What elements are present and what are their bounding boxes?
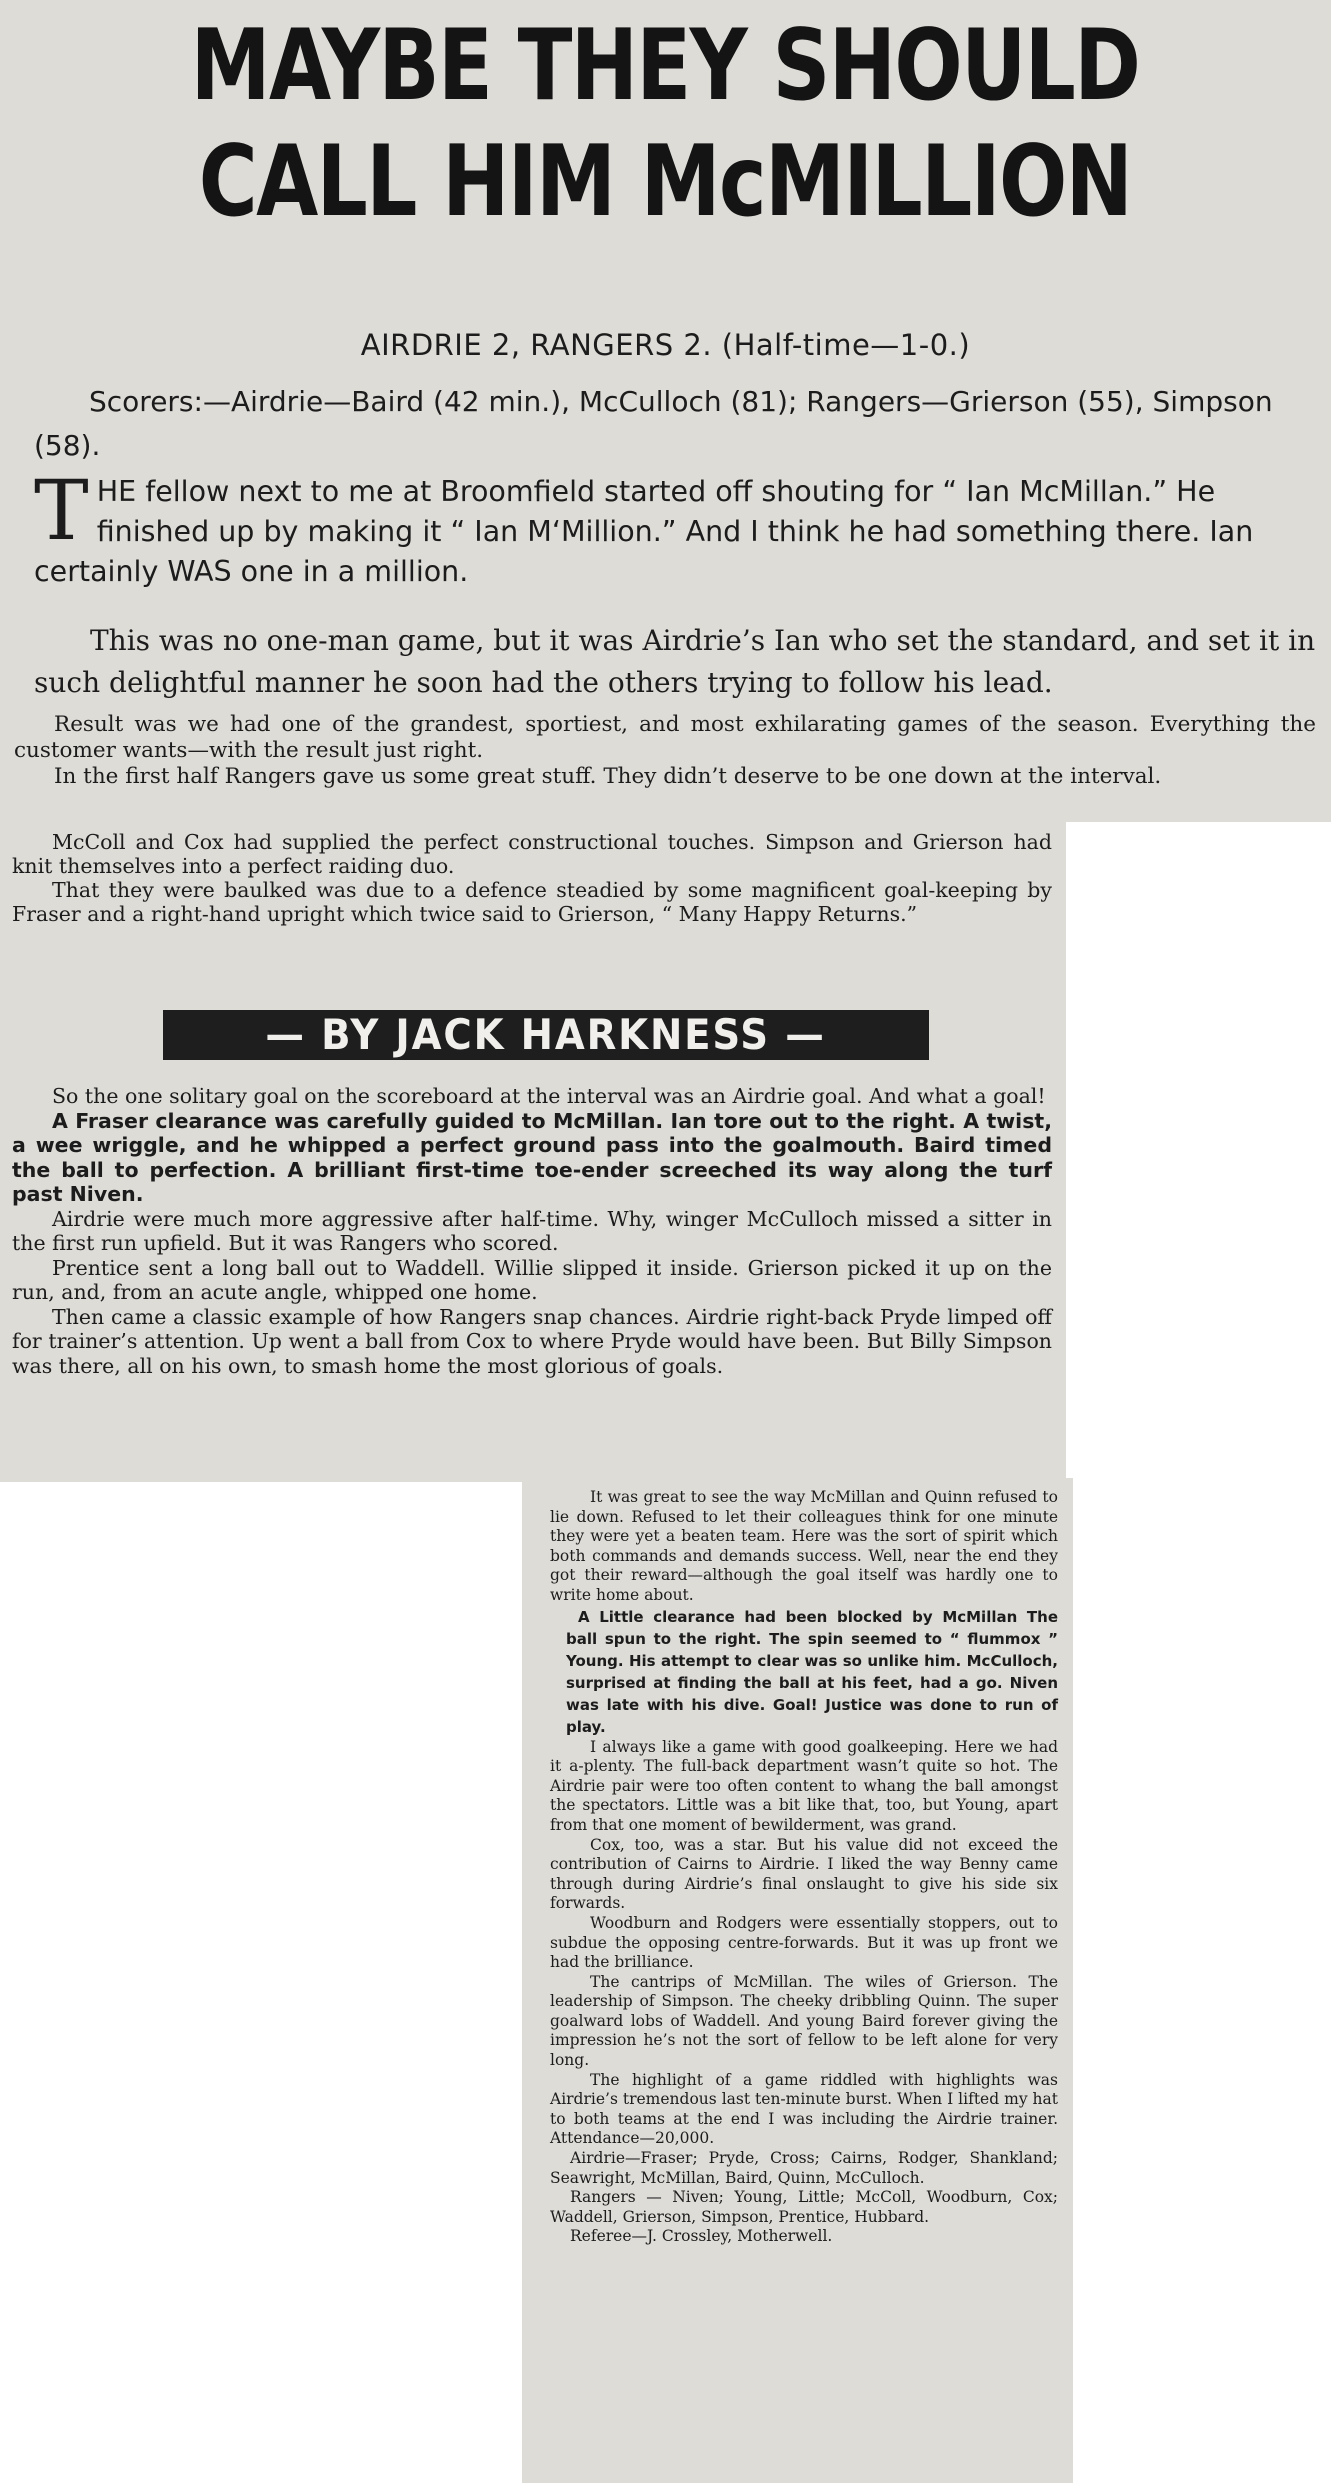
paragraph: It was great to see the way McMillan and Quinn refused to lie down. Refused to let their colleagues think for one minute they were yet a beaten team. Here was the sort of spirit which both commands and demands success. Well, near the end they got their reward—although the goal itself was hardly one to write home about. [550,1488,1058,1604]
paragraph: Airdrie were much more aggressive after half-time. Why, winger McCulloch missed a sitter in the first run upfield. But it was Rangers who scored. [12,1206,1052,1255]
paragraph: Woodburn and Rodgers were essentially stoppers, out to subdue the opposing centre-forwards. But it was up front we had the brilliance. [550,1913,1058,1972]
paragraph: The cantrips of McMillan. The wiles of Grierson. The leadership of Simpson. The cheeky dribbling Quinn. The super goalward lobs of Waddell. And young Baird forever giving the impression he’s not the sort of fellow to be left alone for very long. [550,1972,1058,2070]
paragraph: Then came a classic example of how Rangers snap chances. Airdrie right-back Pryde limped off for trainer’s attention. Up went a ball from Cox to where Pryde would have been. But Billy Simpson was there, all on his own, to smash home the most glorious of goals. [12,1304,1052,1378]
bold-paragraph: A Fraser clearance was carefully guided to McMillan. Ian tore out to the right. A twist, a wee wriggle, and he whipped a perfect ground pass into the goalmouth. Baird timed the ball to perfection. A brilliant first-time toe-ender screeched its way along the turf past Niven. [12,1108,1052,1206]
body-mid [12,830,1052,926]
rangers-lineup: Rangers — Niven; Young, Little; McColl, Woodburn, Cox; Waddell, Grierson, Simpson, Prentice, Hubbard. [550,2188,1058,2226]
byline-banner [163,1010,929,1060]
narrow-column [550,1488,1058,2247]
clipping-column-section [522,1478,1073,2483]
body-top [14,712,1316,790]
clipping-middle-section [0,822,1066,1482]
result-line: AIRDRIE 2, RANGERS 2. (Half-time—1-0.) [360,328,971,362]
paragraph: Result was we had one of the grandest, sportiest, and most exhilarating games of the season. Everything the customer wants—with the result just right. [14,712,1316,763]
clipping-top-section [0,0,1331,822]
drop-cap: T [34,464,89,559]
paragraph: So the one solitary goal on the scoreboard at the interval was an Airdrie goal. And what a goal! [52,1084,1046,1108]
byline-text: — BY JACK HARKNESS — [265,1010,827,1059]
paragraph: In the first half Rangers gave us some great stuff. They didn’t deserve to be one down at the interval. [54,764,1162,789]
referee-line: Referee—J. Crossley, Motherwell. [570,2227,833,2246]
scorers-line: Scorers:—Airdrie—Baird (42 min.), McCulloch (81); Rangers—Grierson (55), Simpson (58). [34,385,1273,462]
paragraph: Cox, too, was a star. But his value did not exceed the contribution of Cairns to Airdrie. I liked the way Benny came through during Airdrie’s final onslaught to give his side six forwards. [550,1835,1058,1913]
paragraph: McColl and Cox had supplied the perfect constructional touches. Simpson and Grierson had knit themselves into a perfect raiding duo. [12,830,1052,878]
bold-block [550,1606,1058,1738]
paragraph: I always like a game with good goalkeeping. Here we had it a-plenty. The full-back department wasn’t quite so hot. The Airdrie pair were too often content to whang the ball amongst the spectators. Little was a bit like that, too, but Young, apart from that one moment of bewilderment, was grand. [550,1737,1058,1834]
lede-paragraph [34,464,1324,592]
lede-text: HE fellow next to me at Broomfield started off shouting for “ Ian McMillan.” He finished up by making it “ Ian M‘Million.” And I think he had something there. Ian certainly WAS one in a million. [34,475,1254,588]
headline-line-2: CALL HIM McMILLION [198,125,1132,239]
team-lineups [550,2149,1058,2247]
headline [153,8,1178,240]
paragraph: The highlight of a game riddled with highlights was Airdrie’s tremendous last ten-minute burst. When I lifted my hat to both teams at the end I was including the Airdrie trainer. Attendance—20,000. [550,2070,1058,2148]
body-after-byline [12,1084,1052,1378]
intro-paragraph: This was no one-man game, but it was Airdrie’s Ian who set the standard, and set it in such delightful manner he soon had the others trying to follow his lead. [34,624,1316,699]
paragraph: Prentice sent a long ball out to Waddell. Willie slipped it inside. Grierson picked it up on the run, and, from an acute angle, whipped one home. [12,1255,1052,1304]
bold-paragraph: A Little clearance had been blocked by McMillan The ball spun to the right. The spin seemed to “ flummox ” Young. His attempt to clear was so unlike him. McCulloch, surprised at finding the ball at his feet, had a go. Niven was late with his dive. Goal! Justice was done to run of play. [566,1607,1058,1736]
headline-line-1: MAYBE THEY SHOULD [190,9,1140,123]
airdrie-lineup: Airdrie—Fraser; Pryde, Cross; Cairns, Rodger, Shankland; Seawright, McMillan, Baird, Quinn, McCulloch. [550,2149,1058,2187]
paragraph: That they were baulked was due to a defence steadied by some magnificent goal-keeping by Fraser and a right-hand upright which twice said to Grierson, “ Many Happy Returns.” [12,878,1052,926]
